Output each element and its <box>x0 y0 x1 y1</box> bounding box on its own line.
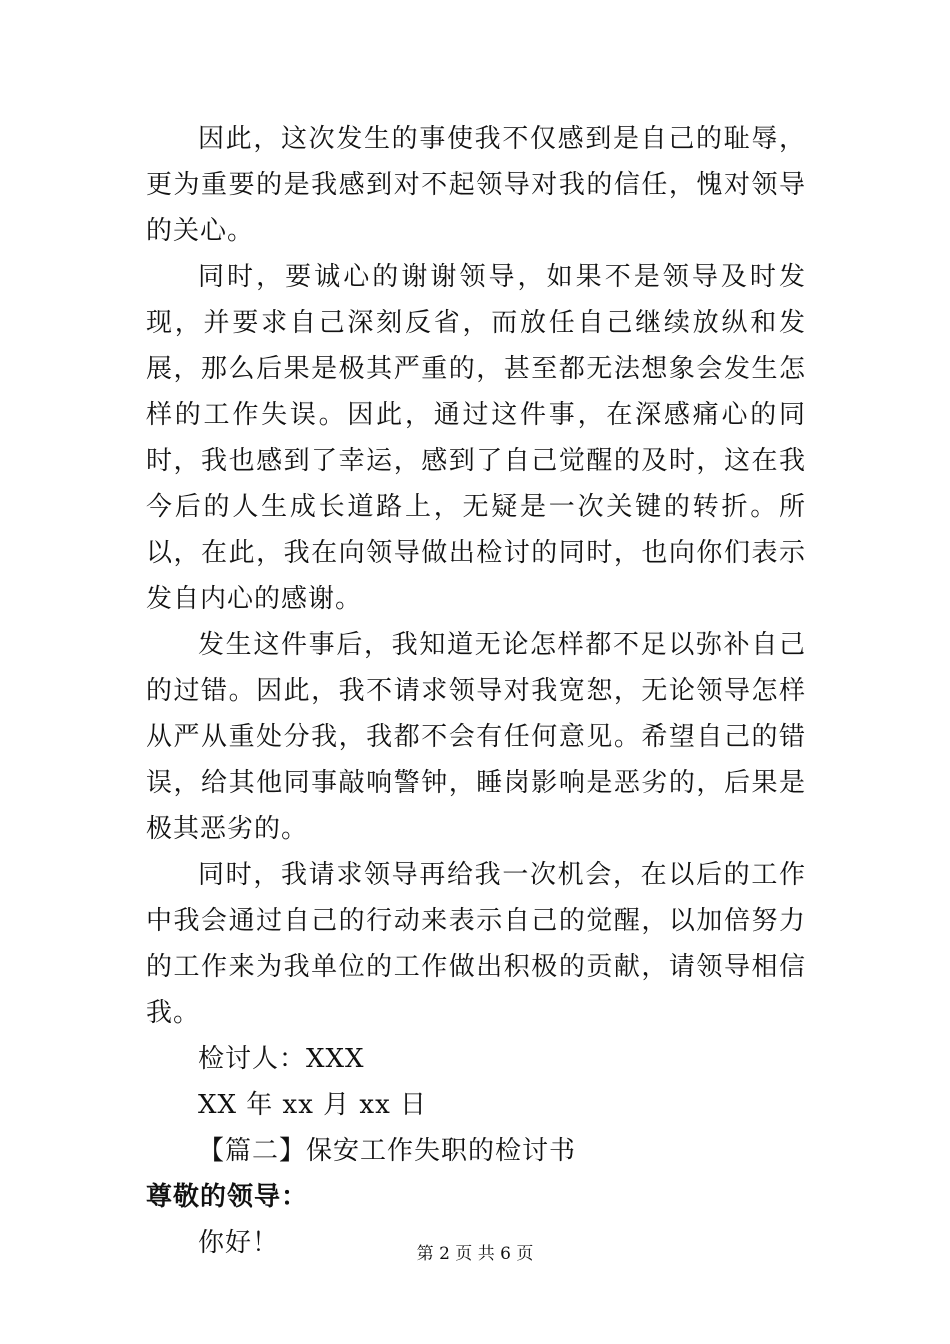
signer-line: 检讨人：XXX <box>198 1044 365 1074</box>
date-line: XX 年 xx 月 xx 日 <box>198 1090 427 1120</box>
paragraph-3: 发生这件事后，我知道无论怎样都不足以弥补自己的过错。因此，我不请求领导对我宽恕，无论领导怎样从严从重处分我，我都不会有任何意见。希望自己的错误，给其他同事敲响警钟，睡岗影响是恶劣的，后果是极其恶劣的。 <box>146 630 806 844</box>
salutation: 尊敬的领导： <box>146 1182 309 1212</box>
paragraph-2: 同时，要诚心的谢谢领导，如果不是领导及时发现，并要求自己深刻反省，而放任自己继续放纵和发展，那么后果是极其严重的，甚至都无法想象会发生怎样的工作失误。因此，通过这件事，在深感痛心的同时，我也感到了幸运，感到了自己觉醒的及时，这在我今后的人生成长道路上，无疑是一次关键的转折。所以，在此，我在向领导做出检讨的同时，也向你们表示发自内心的感谢。 <box>146 262 806 614</box>
paragraph-4: 同时，我请求领导再给我一次机会，在以后的工作中我会通过自己的行动来表示自己的觉醒，以加倍努力的工作来为我单位的工作做出积极的贡献，请领导相信我。 <box>146 860 806 1028</box>
page-footer: 第 2 页 共 6 页 <box>416 1244 534 1264</box>
next-section-title: 【篇二】保安工作失职的检讨书 <box>198 1136 577 1166</box>
paragraph-1: 因此，这次发生的事使我不仅感到是自己的耻辱，更为重要的是我感到对不起领导对我的信任，愧对领导的关心。 <box>146 124 806 246</box>
greeting: 你好！ <box>198 1228 280 1258</box>
document-body <box>146 116 806 1266</box>
